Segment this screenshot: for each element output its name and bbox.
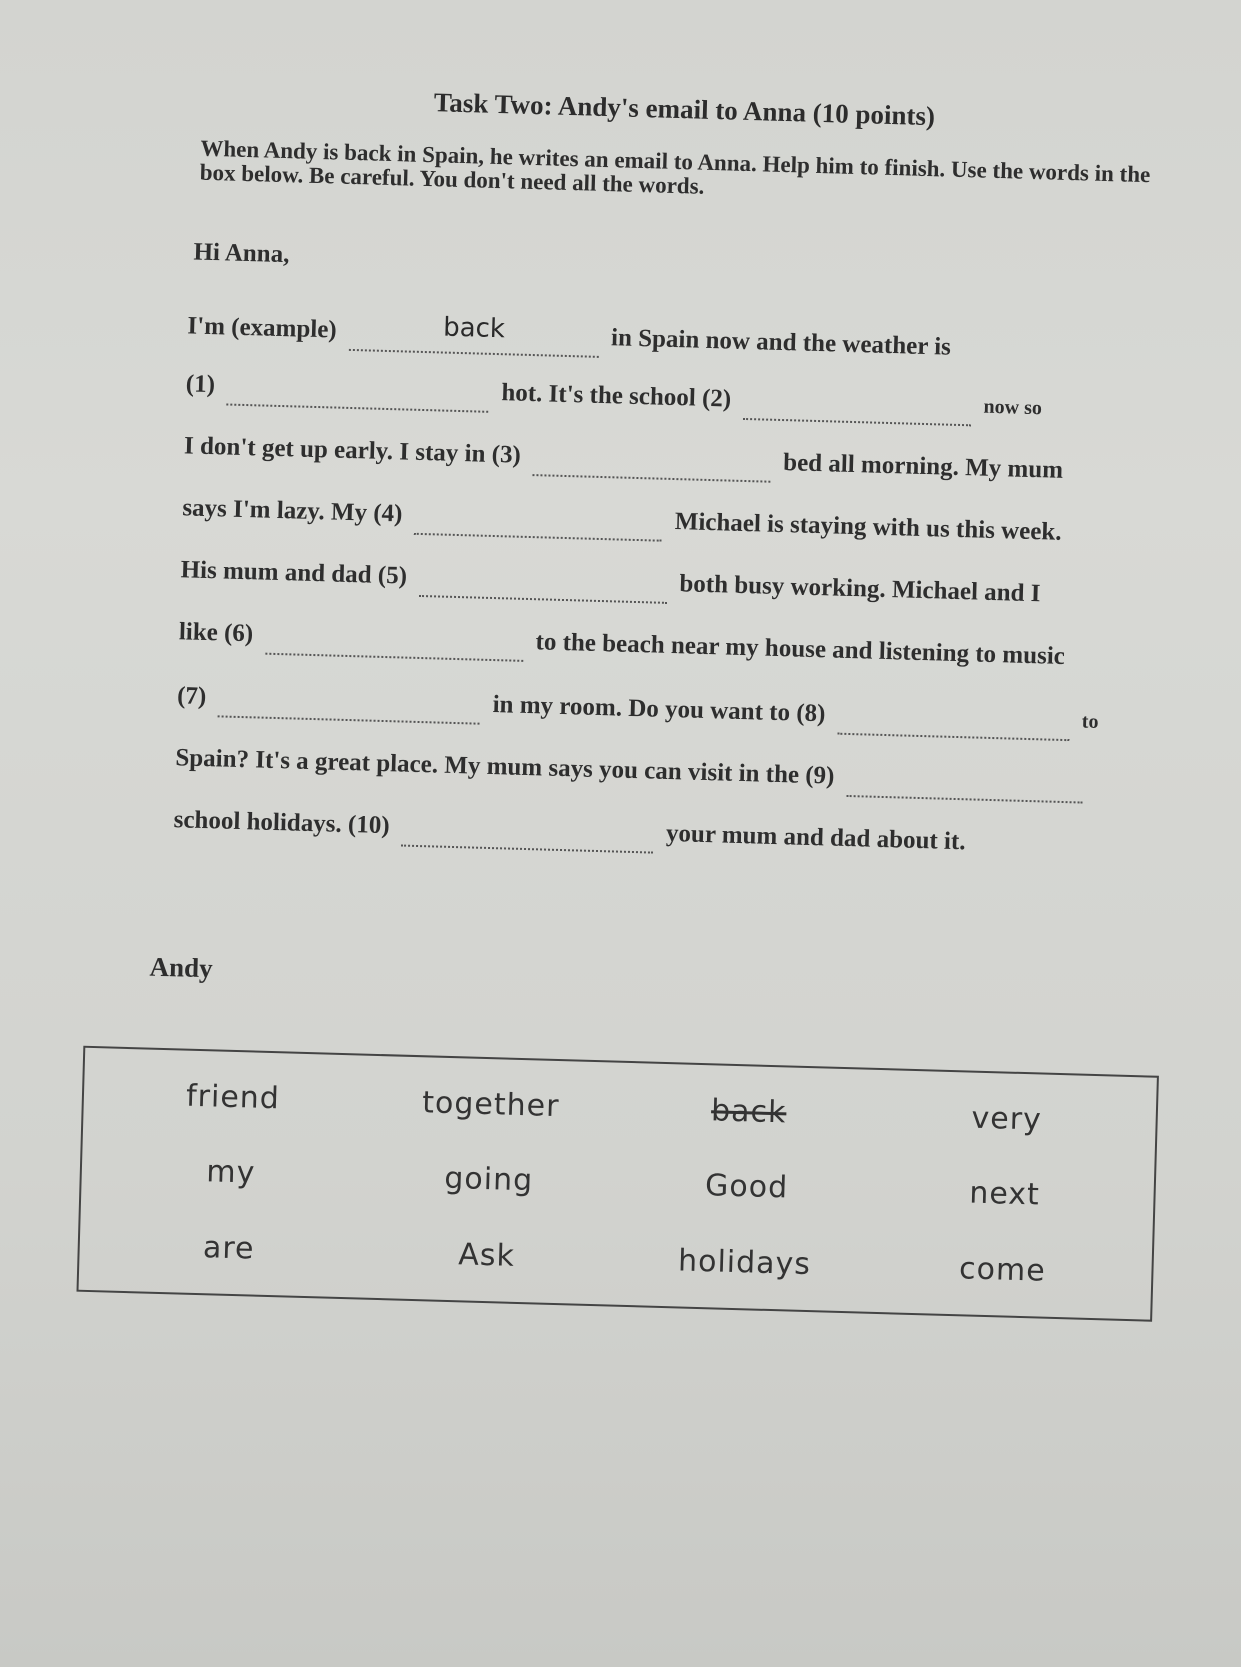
email-line-8: [173, 800, 1174, 868]
blank-6[interactable]: [265, 625, 524, 662]
line-text: now so: [983, 395, 1043, 420]
blank-7[interactable]: [218, 687, 481, 724]
line-text: says I'm lazy. My (4): [182, 494, 403, 528]
email-line-4: [180, 550, 1181, 618]
line-text: both busy working. Michael and I: [679, 570, 1041, 608]
email-line-5: [178, 612, 1179, 680]
line-text: (1): [185, 370, 216, 399]
line-text: to the beach near my house and listening to music: [535, 628, 1066, 670]
email-line-3: [182, 488, 1183, 556]
word-box-item: holidays: [677, 1243, 812, 1282]
word-box-item: together: [421, 1085, 560, 1125]
email-line-1: [185, 364, 1186, 432]
line-text: Michael is staying with us this week.: [674, 508, 1062, 546]
email-greeting: Hi Anna,: [193, 238, 290, 269]
line-text: bed all morning. My mum: [782, 449, 1064, 484]
word-box-item: come: [958, 1251, 1047, 1289]
example-answer: back: [442, 312, 506, 345]
word-box-item: Ask: [457, 1237, 516, 1274]
word-box-item: friend: [185, 1078, 281, 1117]
line-text: in my room. Do you want to (8): [492, 691, 826, 728]
word-box-item: next: [968, 1176, 1041, 1213]
line-text: in Spain now and the weather is: [610, 324, 952, 361]
blank-10[interactable]: [401, 817, 654, 854]
email-signature: Andy: [149, 951, 214, 984]
blank-3[interactable]: [533, 446, 772, 483]
line-text: your mum and dad about it.: [665, 819, 966, 856]
blank-1[interactable]: [227, 376, 490, 413]
task-title: Task Two: Andy's email to Anna (10 points): [433, 87, 936, 132]
email-line-2: [184, 426, 1185, 494]
line-text: hot. It's the school (2): [501, 379, 732, 413]
blank-5[interactable]: [419, 567, 668, 604]
email-line-6: [177, 676, 1178, 744]
blank-2[interactable]: [743, 390, 972, 426]
email-line-example: [187, 306, 1188, 374]
word-box-item-used: back: [710, 1093, 787, 1131]
word-box-item: going: [443, 1161, 534, 1199]
blank-9[interactable]: [846, 767, 1083, 804]
line-text: His mum and dad (5): [180, 556, 408, 590]
line-text: school holidays. (10): [173, 806, 391, 840]
word-box-item: are: [202, 1230, 255, 1267]
word-box-item: Good: [704, 1168, 789, 1206]
email-line-7: [175, 738, 1176, 806]
line-text: to: [1081, 710, 1099, 733]
line-text: I'm (example): [187, 312, 338, 344]
word-box: [76, 1046, 1158, 1322]
task-instructions: When Andy is back in Spain, he writes an email to Anna. Help him to finish. Use the words in the box below. Be careful. You don't need all the words.: [199, 135, 1151, 199]
line-text: like (6): [178, 618, 254, 648]
line-text: I don't get up early. I stay in (3): [183, 432, 522, 469]
line-text: (7): [176, 682, 207, 711]
line-text: Spain? It's a great place. My mum says you can visit in the (9): [175, 744, 835, 790]
example-blank: [348, 312, 599, 358]
blank-4[interactable]: [414, 505, 663, 542]
word-box-item: my: [205, 1154, 256, 1192]
blank-8[interactable]: [837, 705, 1070, 741]
word-box-item: very: [971, 1100, 1043, 1138]
